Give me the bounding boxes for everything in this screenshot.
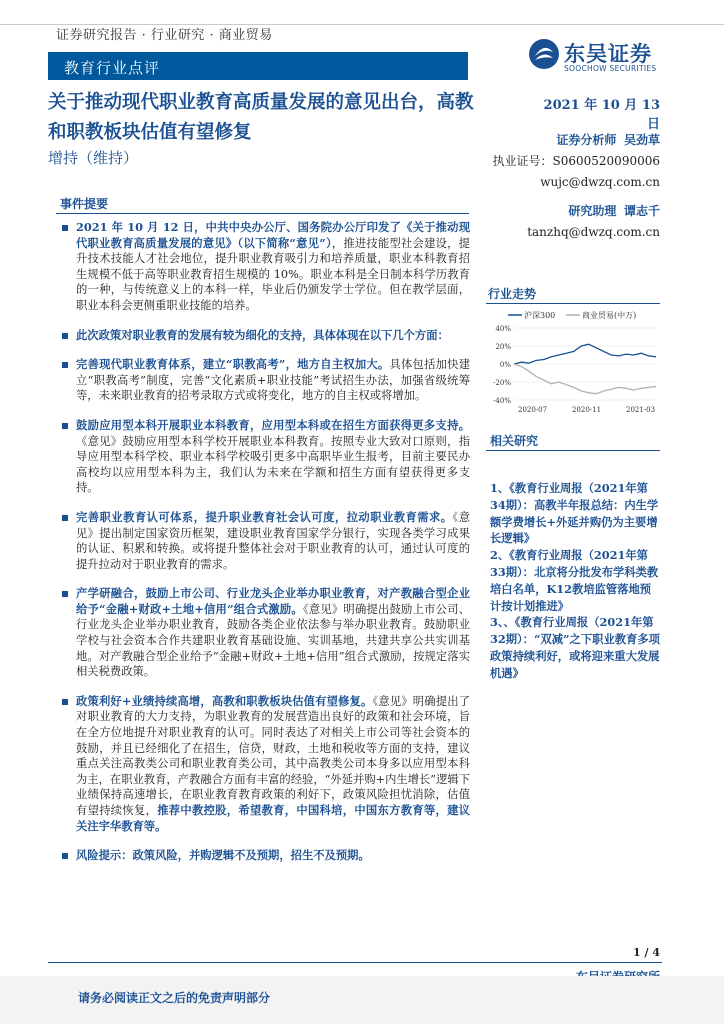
event-bullet: 完善现代职业教育体系，建立“职教高考”，地方自主权加大。具体包括加快建立“职教高考”制度，完善“文化素质+职业技能”考试招生办法，加强省级统筹等，未来职业教育的招考录取方式或将变化，地方的自主权或将增加。 bbox=[60, 357, 470, 404]
analyst-license: 执业证号：S0600520090006 bbox=[492, 154, 660, 168]
legend-label: 商业贸易(中万) bbox=[582, 311, 637, 320]
assistant-email[interactable]: tanzhq@dwzq.com.cn bbox=[527, 225, 660, 239]
industry-trend-chart bbox=[486, 306, 662, 416]
related-heading: 相关研究 bbox=[490, 434, 539, 448]
event-bullet: 政策利好+业绩持续高增，高教和职教板块估值有望修复。《意见》明确提出了对职业教育的大力支持，为职业教育的发展营造出良好的政策和社会环境，旨在全方位地提升对职业教育的认可。同时表达了对相关上市公司等社会资本的鼓励，并且已经细化了在招生，信贷，财政，土地和税收等方面的支持，建议重点关注高教类公司和职业教育类公司，其中高教类公司本身多以应用型本科为主，在职业教育，产教融合方面有丰富的经验，“外延并购+内生增长”逻辑下业绩保持高速增长，在职业教育教育政策的利好下，政策风险担忧消除，估值有望持续恢复，推荐中教控股，希望教育，中国科培，中国东方教育等，建议关注宇华教育等。 bbox=[60, 694, 470, 834]
events-body bbox=[60, 220, 470, 878]
trend-heading: 行业走势 bbox=[488, 287, 537, 301]
rating: 增持（维持） bbox=[48, 149, 139, 167]
x-tick-label: 2021-03 bbox=[626, 406, 656, 414]
events-rule bbox=[56, 213, 469, 214]
analyst-name: 吴劲草 bbox=[623, 133, 660, 147]
analyst-email[interactable]: wujc@dwzq.com.cn bbox=[540, 175, 660, 189]
logo-text-en: SOOCHOW SECURITIES bbox=[564, 64, 657, 73]
assistant-name: 谭志千 bbox=[623, 204, 660, 218]
events-heading: 事件提要 bbox=[60, 197, 109, 211]
related-rule bbox=[486, 450, 660, 451]
footer-rule bbox=[48, 962, 662, 963]
soochow-logo-icon bbox=[528, 38, 560, 70]
y-tick-label: 40% bbox=[495, 325, 511, 333]
chart-legend bbox=[508, 310, 636, 320]
event-bullet: 鼓励应用型本科开展职业本科教育，应用型本科或在招生方面获得更多支持。《意见》鼓励应用型本科学校开展职业本科教育。按照专业大致对口原则，指导应用型本科学校、职业本科学校吸引更多中高职毕业生报考，目前主要民办高校均以应用型本科为主，我们认为未来在学额和招生方面有望获得更多支持。 bbox=[60, 418, 470, 496]
analyst-block bbox=[490, 130, 660, 243]
event-bullet: 此次政策对职业教育的发展有较为细化的支持，具体体现在以下几个方面： bbox=[60, 328, 470, 344]
x-tick-label: 2020-11 bbox=[572, 406, 602, 414]
assistant-line bbox=[490, 201, 660, 222]
risk-bullet: 风险提示：政策风险，并购逻辑不及预期，招生不及预期。 bbox=[60, 848, 470, 864]
y-tick-label: -40% bbox=[493, 397, 511, 405]
trend-rule bbox=[486, 303, 660, 304]
analyst-role: 证券分析师 bbox=[556, 133, 617, 147]
event-bullet: 完善职业教育认可体系，提升职业教育社会认可度，拉动职业教育需求。《意见》提出制定国家资历框架，建设职业教育国家学分银行，实现各类学习成果的认证、积累和转换。或将提升整体社会对于职业教育的认可，通过认可度的提升拉动对于职业教育的需求。 bbox=[60, 510, 470, 572]
related-list bbox=[490, 480, 662, 682]
analyst-line bbox=[490, 130, 660, 151]
series-line-index bbox=[514, 344, 656, 364]
event-bullet: 产学研融合，鼓励上市公司、行业龙头企业举办职业教育，对产教融合型企业给予“金融+财政+土地+信用”组合式激励。《意见》明确提出鼓励上市公司、行业龙头企业举办职业教育，鼓励各类企业依法参与举办职业教育。鼓励职业学校与社会资本合作共建职业教育基础设施、实训基地，共建共享公共实训基地。对产教融合型企业给予“金融+财政+土地+信用”组合式激励，按规定落实相关税费政策。 bbox=[60, 586, 470, 680]
y-tick-label: 0% bbox=[499, 361, 511, 369]
page-number: 1 / 4 bbox=[633, 946, 660, 959]
category-bar bbox=[48, 52, 468, 80]
related-item[interactable]: 3、、《教育行业周报（2021年第32期）：“双减”之下职业教育多项政策持续利好，或将迎来重大发展机遇》 bbox=[490, 615, 660, 680]
report-date: 2021 年 10 月 13 日 bbox=[543, 98, 660, 132]
y-tick-label: 20% bbox=[495, 343, 511, 351]
x-tick-label: 2020-07 bbox=[518, 406, 548, 414]
related-item[interactable]: 1、《教育行业周报（2021年第34期）：高教半年报总结：内生学额学费增长+外延并购仍为主要增长逻辑》 bbox=[490, 481, 659, 546]
breadcrumb: 证券研究报告 · 行业研究 · 商业贸易 bbox=[56, 28, 273, 43]
category-label: 教育行业点评 bbox=[64, 59, 161, 77]
event-bullet: 2021 年 10 月 12 日，中共中央办公厅、国务院办公厅印发了《关于推动现代职业教育高质量发展的意见》（以下简称“意见”），推进技能型社会建设，提升技术技能人才社会地位，提升职业教育吸引力和培养质量，职业本科教育招生规模不低于高等职业教育招生规模的 10%。职业本科是全日制本科学历教育的一种，与传统意义上的本科一样，毕业后仍颁发学士学位。但在教学层面，职业本科会更侧重职业技能的培养。 bbox=[60, 220, 470, 314]
logo-text-cn: 东吴证券 bbox=[564, 42, 652, 66]
assistant-role: 研究助理 bbox=[568, 204, 617, 218]
brand-logo bbox=[528, 38, 678, 73]
series-line-sector bbox=[514, 364, 656, 394]
report-title: 关于推动现代职业教育高质量发展的意见出台，高教和职教板块估值有望修复 bbox=[48, 92, 474, 143]
disclaimer: 请务必阅读正文之后的免责声明部分 bbox=[78, 991, 271, 1005]
legend-label: 沪深300 bbox=[524, 311, 556, 320]
related-item[interactable]: 2、《教育行业周报（2021年第33期）：北京将分批发布学科类教培白名单，K12教培监管落地预计按计划推进》 bbox=[490, 548, 659, 613]
y-tick-label: -20% bbox=[493, 379, 511, 387]
